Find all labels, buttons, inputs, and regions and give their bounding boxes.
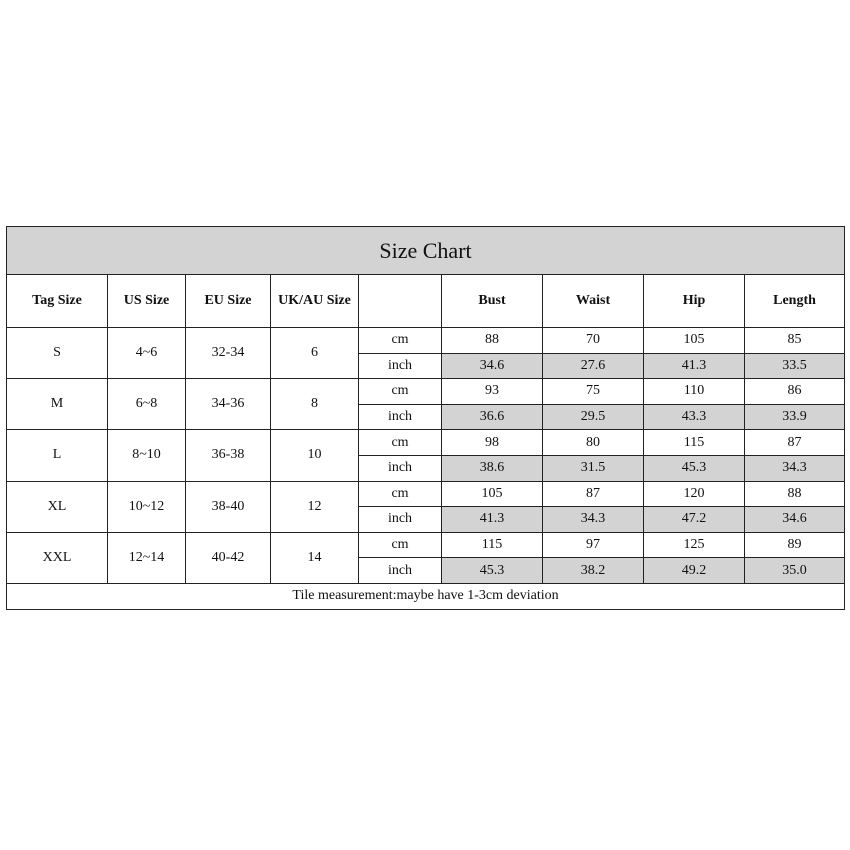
bust-cell: 38.6: [442, 455, 543, 481]
length-cell: 33.5: [745, 353, 845, 379]
hip-cell: 115: [644, 430, 745, 456]
waist-cell: 97: [543, 532, 644, 558]
length-cell: 88: [745, 481, 845, 507]
bust-cell: 36.6: [442, 404, 543, 430]
unit-cell: cm: [359, 532, 442, 558]
hip-cell: 43.3: [644, 404, 745, 430]
length-cell: 35.0: [745, 558, 845, 584]
length-cell: 87: [745, 430, 845, 456]
bust-cell: 105: [442, 481, 543, 507]
bust-cell: 88: [442, 328, 543, 354]
header-uk-au-size: UK/AU Size: [271, 275, 359, 328]
header-unit: [359, 275, 442, 328]
unit-cell: cm: [359, 379, 442, 405]
length-cell: 86: [745, 379, 845, 405]
length-cell: 33.9: [745, 404, 845, 430]
tag-size-cell: L: [7, 430, 108, 481]
tag-size-cell: M: [7, 379, 108, 430]
unit-cell: inch: [359, 353, 442, 379]
bust-cell: 93: [442, 379, 543, 405]
header-bust: Bust: [442, 275, 543, 328]
chart-title: Size Chart: [7, 227, 845, 275]
bust-cell: 41.3: [442, 507, 543, 533]
title-row: [7, 227, 845, 275]
uk-au-size-cell: 6: [271, 328, 359, 379]
hip-cell: 120: [644, 481, 745, 507]
note-section: [7, 583, 845, 609]
table-row: [7, 430, 845, 456]
waist-cell: 80: [543, 430, 644, 456]
measurement-note: Tile measurement:maybe have 1-3cm deviation: [7, 583, 845, 609]
tag-size-cell: S: [7, 328, 108, 379]
hip-cell: 49.2: [644, 558, 745, 584]
waist-cell: 31.5: [543, 455, 644, 481]
length-cell: 34.3: [745, 455, 845, 481]
waist-cell: 75: [543, 379, 644, 405]
waist-cell: 38.2: [543, 558, 644, 584]
table-row: [7, 379, 845, 405]
us-size-cell: 10~12: [108, 481, 186, 532]
uk-au-size-cell: 14: [271, 532, 359, 583]
size-chart-body: [7, 227, 845, 328]
tag-size-cell: XL: [7, 481, 108, 532]
unit-cell: inch: [359, 404, 442, 430]
us-size-cell: 6~8: [108, 379, 186, 430]
size-chart-table: [6, 226, 845, 610]
unit-cell: cm: [359, 328, 442, 354]
eu-size-cell: 36-38: [186, 430, 271, 481]
eu-size-cell: 34-36: [186, 379, 271, 430]
header-length: Length: [745, 275, 845, 328]
us-size-cell: 4~6: [108, 328, 186, 379]
table-row: [7, 328, 845, 354]
waist-cell: 34.3: [543, 507, 644, 533]
hip-cell: 45.3: [644, 455, 745, 481]
uk-au-size-cell: 8: [271, 379, 359, 430]
table-row: [7, 481, 845, 507]
header-eu-size: EU Size: [186, 275, 271, 328]
hip-cell: 41.3: [644, 353, 745, 379]
bust-cell: 45.3: [442, 558, 543, 584]
bust-cell: 34.6: [442, 353, 543, 379]
hip-cell: 105: [644, 328, 745, 354]
waist-cell: 70: [543, 328, 644, 354]
hip-cell: 125: [644, 532, 745, 558]
header-waist: Waist: [543, 275, 644, 328]
unit-cell: cm: [359, 481, 442, 507]
note-row: [7, 583, 845, 609]
unit-cell: inch: [359, 455, 442, 481]
length-cell: 89: [745, 532, 845, 558]
hip-cell: 47.2: [644, 507, 745, 533]
eu-size-cell: 40-42: [186, 532, 271, 583]
uk-au-size-cell: 10: [271, 430, 359, 481]
tag-size-cell: XXL: [7, 532, 108, 583]
size-rows: [7, 328, 845, 584]
unit-cell: cm: [359, 430, 442, 456]
table-row: [7, 532, 845, 558]
eu-size-cell: 38-40: [186, 481, 271, 532]
unit-cell: inch: [359, 558, 442, 584]
bust-cell: 98: [442, 430, 543, 456]
uk-au-size-cell: 12: [271, 481, 359, 532]
waist-cell: 87: [543, 481, 644, 507]
waist-cell: 29.5: [543, 404, 644, 430]
us-size-cell: 8~10: [108, 430, 186, 481]
bust-cell: 115: [442, 532, 543, 558]
hip-cell: 110: [644, 379, 745, 405]
length-cell: 85: [745, 328, 845, 354]
us-size-cell: 12~14: [108, 532, 186, 583]
header-hip: Hip: [644, 275, 745, 328]
eu-size-cell: 32-34: [186, 328, 271, 379]
header-row: [7, 275, 845, 328]
waist-cell: 27.6: [543, 353, 644, 379]
header-us-size: US Size: [108, 275, 186, 328]
header-tag-size: Tag Size: [7, 275, 108, 328]
length-cell: 34.6: [745, 507, 845, 533]
unit-cell: inch: [359, 507, 442, 533]
